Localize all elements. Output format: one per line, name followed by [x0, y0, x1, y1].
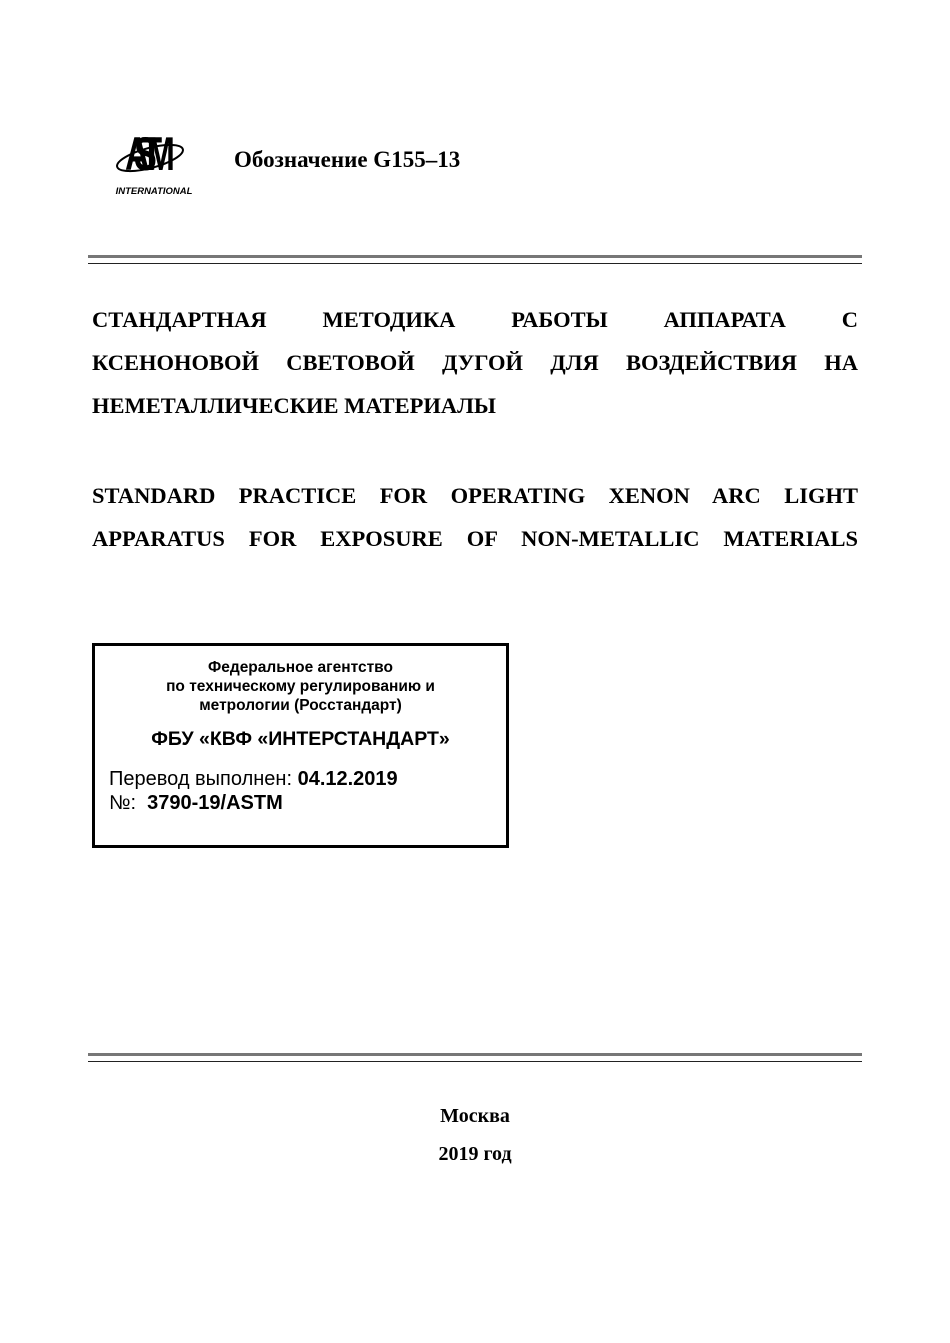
translated-label: Перевод выполнен:	[109, 768, 298, 790]
title-ru-line: НЕМЕТАЛЛИЧЕСКИЕ МАТЕРИАЛЫ	[92, 393, 497, 418]
agency-line: Федеральное агентство	[208, 659, 393, 676]
city: Москва	[440, 1105, 510, 1127]
translation-info	[109, 767, 506, 815]
agency-name	[95, 658, 506, 715]
title-russian	[92, 298, 858, 427]
title-ru-line: КСЕНОНОВОЙ СВЕТОВОЙ ДУГОЙ ДЛЯ ВОЗДЕЙСТВИЯ НА	[92, 350, 858, 375]
title-en-line: STANDARD PRACTICE FOR OPERATING XENON ARC LIGHT	[92, 483, 858, 508]
agency-line: метрологии (Росстандарт)	[199, 697, 402, 714]
agency-line: по техническому регулированию и	[166, 678, 435, 695]
title-en-line: APPARATUS FOR EXPOSURE OF NON-METALLIC MATERIALS	[92, 526, 858, 551]
translation-number: 3790-19/ASTM	[147, 792, 283, 814]
number-label: №:	[109, 792, 148, 814]
organization: ФБУ «КВФ «ИНТЕРСТАНДАРТ»	[151, 728, 450, 750]
divider-bottom	[88, 1053, 862, 1062]
translation-stamp	[92, 643, 509, 848]
title-english	[92, 474, 858, 560]
divider-top	[88, 255, 862, 264]
svg-text:INTERNATIONAL: INTERNATIONAL	[115, 186, 193, 197]
year: 2019 год	[438, 1143, 512, 1165]
svg-text:ASTM: ASTM	[125, 128, 175, 181]
translated-date: 04.12.2019	[297, 768, 398, 790]
astm-logo	[112, 128, 196, 198]
designation: Обозначение G155–13	[234, 147, 461, 172]
title-ru-line: СТАНДАРТНАЯ МЕТОДИКА РАБОТЫ АППАРАТА С	[92, 307, 858, 332]
